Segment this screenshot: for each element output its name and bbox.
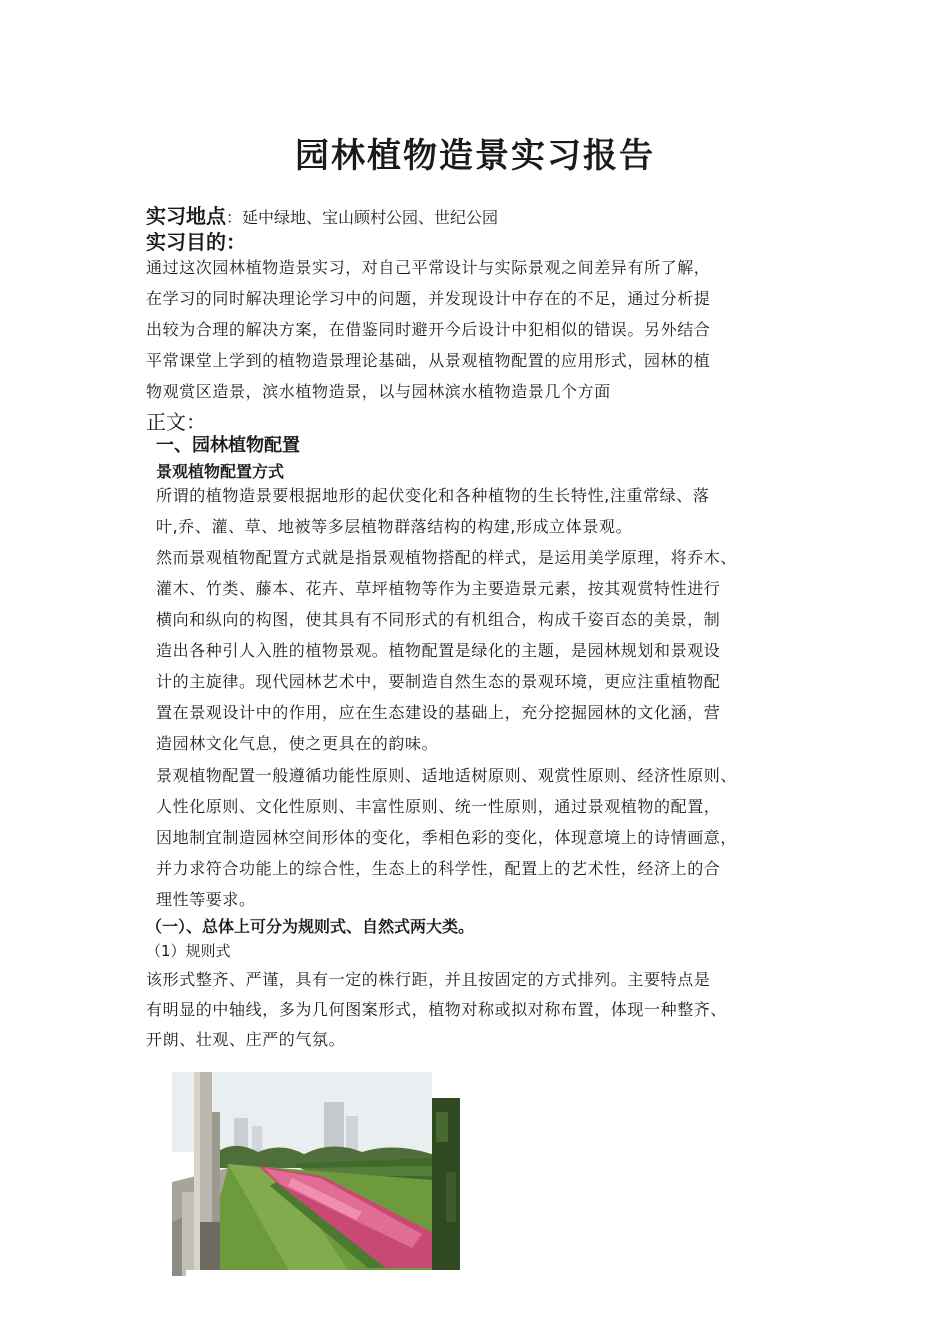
regular-style-heading: （1）规则式 [146,942,231,960]
text-line: 横向和纵向的构图，使其具有不同形式的有机组合，构成千姿百态的美景，制 [156,610,721,629]
paragraph-3 [156,760,737,915]
text-line: 物观赏区造景，滨水植物造景，以与园林滨水植物造景几个方面 [146,382,611,401]
text-line: 景观植物配置一般遵循功能性原则、适地适树原则、观赏性原则、经济性原则、 [156,766,738,785]
text-line: 计的主旋律。现代园林艺术中，要制造自然生态的景观环境，更应注重植物配 [156,672,721,691]
location-label: 实习地点 [146,204,226,228]
paragraph-2 [156,542,737,759]
subsection-heading: 景观植物配置方式 [156,462,285,481]
section-heading: 一、园林植物配置 [156,435,300,456]
text-line: 灌木、竹类、藤本、花卉、草坪植物等作为主要造景元素，按其观赏特性进行 [156,579,721,598]
text-line: 该形式整齐、严谨，具有一定的株行距，并且按固定的方式排列。主要特点是 [146,970,711,989]
purpose-paragraph [146,252,710,407]
text-line: 平常课堂上学到的植物造景理论基础，从景观植物配置的应用形式，园林的植 [146,351,711,370]
text-line: 有明显的中轴线，多为几何图案形式，植物对称或拟对称布置，体现一种整齐、 [146,1000,728,1019]
body-label: 正文： [146,410,206,434]
text-line: 所谓的植物造景要根据地形的起伏变化和各种植物的生长特性,注重常绿、落 [156,486,710,505]
paragraph-1 [156,480,710,542]
text-line: 人性化原则、文化性原则、丰富性原则、统一性原则，通过景观植物的配置， [156,797,721,816]
text-line: 并力求符合功能上的综合性，生态上的科学性，配置上的艺术性，经济上的合 [156,859,721,878]
location-value: ：延中绿地、宝山顾村公园、世纪公园 [226,208,499,227]
text-line: 出较为合理的解决方案，在借鉴同时避开今后设计中犯相似的错误。另外结合 [146,320,711,339]
text-line: 叶,乔、灌、草、地被等多层植物群落结构的构建,形成立体景观。 [156,517,633,536]
types-heading: （一）、总体上可分为规则式、自然式两大类。 [146,917,475,936]
text-line: 因地制宜制造园林空间形体的变化，季相色彩的变化，体现意境上的诗情画意， [156,828,738,847]
text-line: 造出各种引人入胜的植物景观。植物配置是绿化的主题，是园林规划和景观设 [156,641,721,660]
purpose-label: 实习目的： [146,230,246,254]
text-line: 在学习的同时解决理论学习中的问题，并发现设计中存在的不足，通过分析提 [146,289,711,308]
location-line [146,200,498,229]
text-line: 理性等要求。 [156,890,256,909]
paragraph-4 [146,965,727,1055]
text-line: 开朗、壮观、庄严的气氛。 [146,1030,346,1049]
text-line: 造园林文化气息，使之更具在的韵味。 [156,734,439,753]
text-line: 通过这次园林植物造景实习，对自己平常设计与实际景观之间差异有所了解， [146,258,711,277]
text-line: 置在景观设计中的作用，应在生态建设的基础上，充分挖掘园林的文化涵，营 [156,703,721,722]
text-line: 然而景观植物配置方式就是指景观植物搭配的样式，是运用美学原理，将乔木、 [156,548,738,567]
garden-photo [172,1072,460,1276]
document-title: 园林植物造景实习报告 [295,136,655,176]
